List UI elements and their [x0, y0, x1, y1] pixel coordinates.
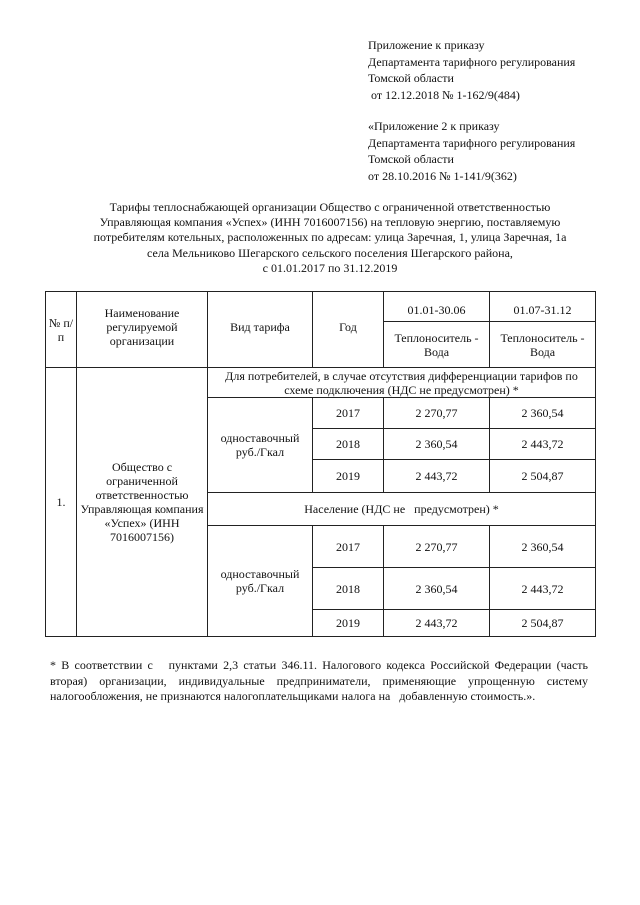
annex-line: Томской области: [368, 152, 454, 167]
tariff-h2-cell: 2 360,54: [490, 526, 596, 568]
annex-line: «Приложение 2 к приказу: [368, 119, 500, 133]
approval-line: Томской области: [368, 71, 454, 86]
approval-line: Департамента тарифного регулирования: [368, 54, 576, 69]
title-line: села Мельниково Шегарского сельского поселения Шегарского района,: [147, 245, 513, 260]
tariff-h1-cell: 2 360,54: [384, 429, 490, 460]
year-cell: 2018: [313, 429, 384, 460]
approval-line: Приложение к приказу: [368, 38, 485, 52]
tariff-type: одноставочный руб./Гкал: [208, 398, 313, 493]
tariff-type: одноставочный руб./Гкал: [208, 526, 313, 637]
header-period-2: 01.07-31.12: [490, 292, 596, 322]
header-tariff-type: Вид тарифа: [208, 292, 313, 368]
document-title: [60, 200, 600, 276]
tariff-h1-cell: 2 360,54: [384, 568, 490, 610]
tariff-h2-cell: 2 443,72: [490, 568, 596, 610]
year-cell: 2017: [313, 526, 384, 568]
tariff-h2-cell: 2 504,87: [490, 460, 596, 493]
title-line: Управляющая компания «Успех» (ИНН 7016007156) на тепловую энергию, поставляемую: [99, 215, 561, 230]
annex-line: от 28.10.2016 № 1-141/9(362): [368, 168, 517, 183]
annex-block: [368, 118, 575, 184]
year-cell: 2018: [313, 568, 384, 610]
header-period-1: 01.01-30.06: [384, 292, 490, 322]
title-line: Тарифы теплоснабжающей организации Общество с ограниченной ответственностью: [109, 200, 551, 214]
annex-line: Департамента тарифного регулирования: [368, 135, 576, 150]
title-line: потребителям котельных, расположенных по адресам: улица Заречная, 1, улица Заречная, 1а: [93, 230, 567, 245]
year-cell: 2019: [313, 610, 384, 637]
header-num: № п/п: [46, 292, 77, 368]
header-year: Год: [313, 292, 384, 368]
row-number: 1.: [46, 368, 77, 637]
tariff-h2-cell: 2 360,54: [490, 398, 596, 429]
header-carrier-1: Теплоноситель - Вода: [384, 322, 490, 368]
approval-block: [368, 37, 575, 103]
title-line: с 01.01.2017 по 31.12.2019: [262, 260, 398, 275]
section-heading: Для потребителей, в случае отсутствия дифференциации тарифов по схеме подключения (НДС не предусмотрен) *: [208, 368, 596, 398]
header-carrier-2: Теплоноситель - Вода: [490, 322, 596, 368]
tariff-h1-cell: 2 443,72: [384, 460, 490, 493]
year-cell: 2019: [313, 460, 384, 493]
tariff-h1-cell: 2 270,77: [384, 398, 490, 429]
approval-line: от 12.12.2018 № 1-162/9(484): [368, 87, 520, 102]
tariff-h1-cell: 2 443,72: [384, 610, 490, 637]
year-cell: 2017: [313, 398, 384, 429]
section-heading: Население (НДС не предусмотрен) *: [208, 493, 596, 526]
tariff-h1-cell: 2 270,77: [384, 526, 490, 568]
footnote: * В соответствии с пунктами 2,3 статьи 346.11. Налогового кодекса Российской Федерации (часть вторая) организации, индивидуальные предприниматели, применяющие упрощенную систему налогообложения, не признаются налогоплательщиками налога на добавленную стоимость.».: [50, 658, 597, 703]
tariff-table: [45, 291, 596, 637]
organization-name: Общество с ограниченной ответственностью Управляющая компания «Успех» (ИНН 7016007156): [77, 368, 208, 637]
tariff-h2-cell: 2 504,87: [490, 610, 596, 637]
header-organization: Наименование регулируемой организации: [77, 292, 208, 368]
tariff-h2-cell: 2 443,72: [490, 429, 596, 460]
